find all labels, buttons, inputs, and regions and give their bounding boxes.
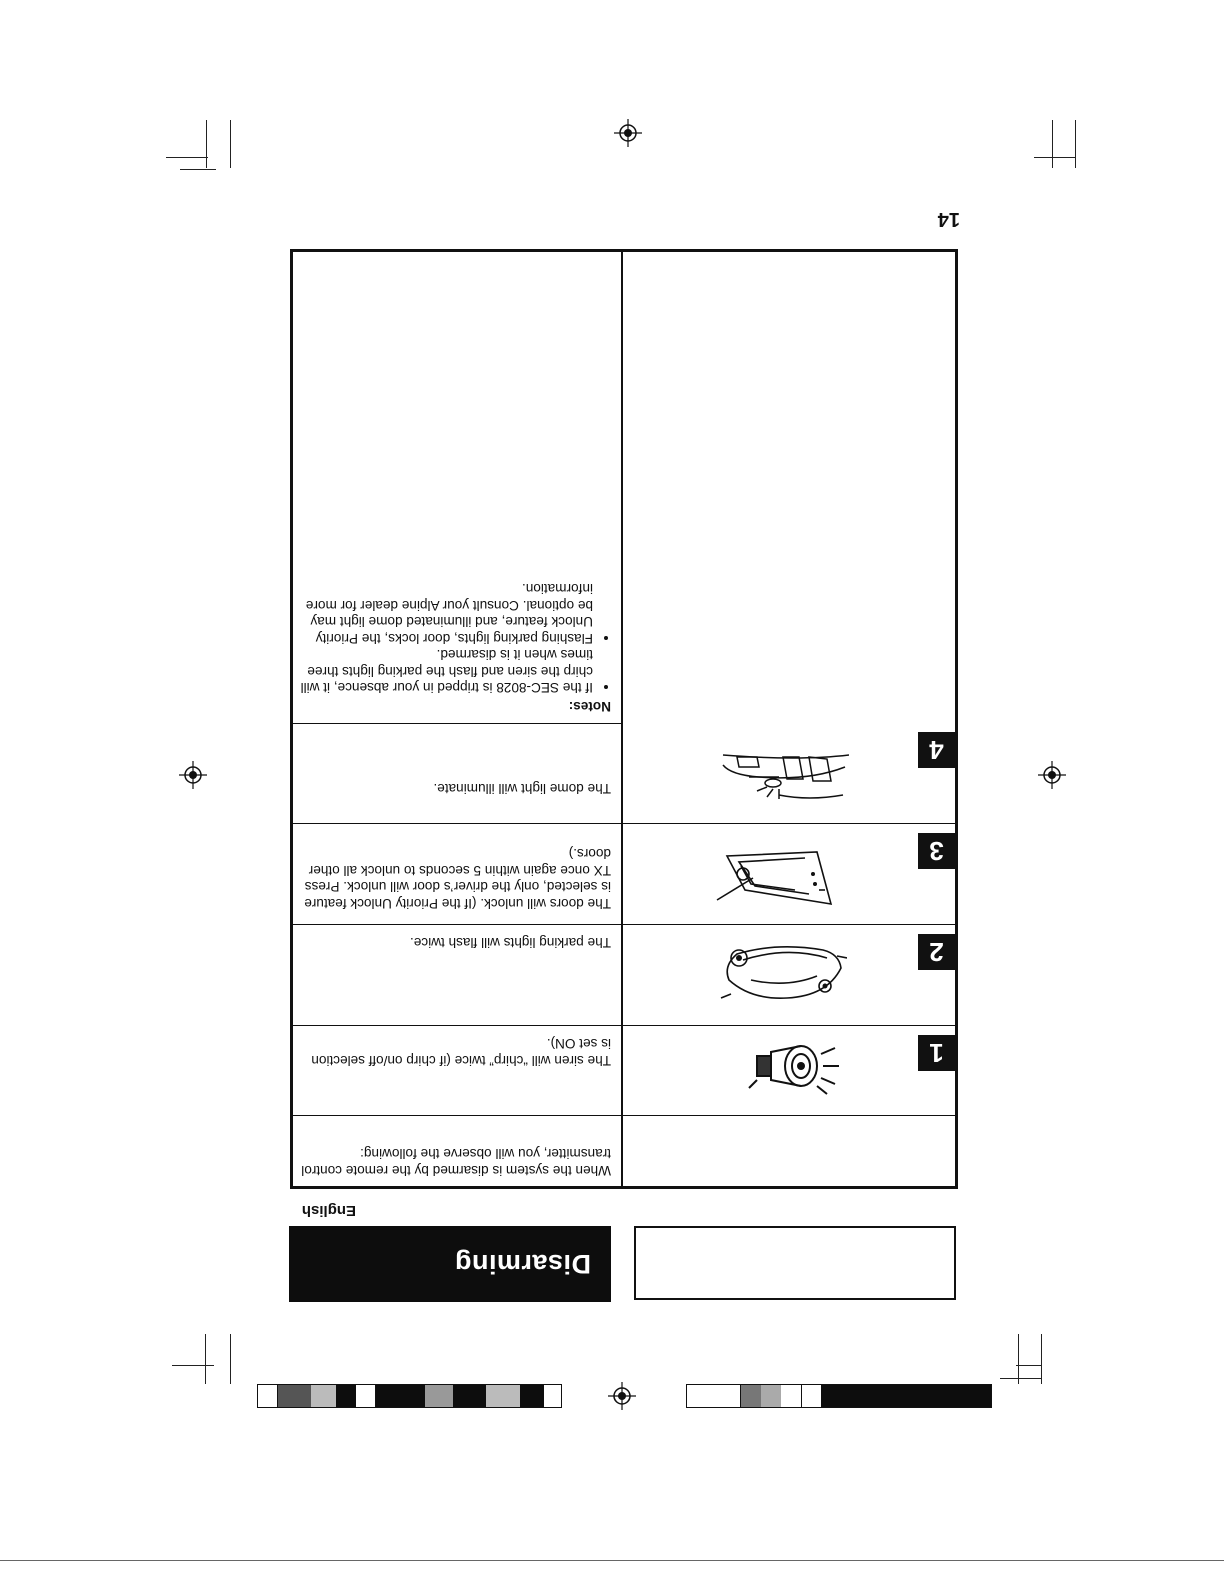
siren-icon [745,1030,841,1102]
step-4-text: The dome light will illuminate. [433,781,611,796]
step-3-badge: 3 [918,833,955,869]
gray-bar [686,1384,992,1408]
page-number: 14 [937,208,960,230]
crop-mark [172,1365,214,1366]
page-title-text: Disarming [454,1249,591,1280]
registration-target-icon [179,761,207,789]
step-2-badge: 2 [918,934,955,970]
registration-target-icon [608,1382,636,1410]
step-4-badge: 4 [918,732,955,768]
notes-list [299,580,611,696]
note-item: • If the SEC-8028 is tripped in your absence, it will chirp the siren and flash the parking lights three times when it is disarmed. [299,646,593,696]
step-1-badge: 1 [918,1035,955,1071]
crop-mark [230,1334,231,1384]
step-3-text: The doors will unlock. (If the Priority Unlock feature is selected, only the driver’s door will unlock. Press TX once again within 5 seconds to unlock all other doors.) [304,846,611,911]
note-item: • Flashing parking lights, door locks, the Priority Unlock feature, and illuminated dome light may be optional. Consult your Alpine dealer for more information. [299,580,593,646]
crop-mark [1000,1378,1042,1379]
crop-mark [1018,1334,1019,1384]
crop-mark [1034,157,1076,158]
step-2-text: The parking lights will flash twice. [410,935,611,950]
crop-mark [206,120,207,168]
registration-target-icon [1038,761,1066,789]
crop-mark [1016,1365,1042,1366]
gray-bar [257,1384,562,1408]
row-divider [293,924,955,925]
notes-title: Notes: [568,699,611,714]
row-divider [293,1115,955,1116]
car-lights-icon [719,936,847,1016]
crop-mark [166,157,208,158]
row-divider [293,823,955,824]
row-divider [293,723,623,724]
car-door-icon [715,836,835,914]
page-title [289,1226,611,1302]
notes-section [299,580,611,714]
crop-mark [1075,120,1076,168]
intro-text: When the system is disarmed by the remote control transmitter, you will observe the following: [301,1146,611,1178]
step-1-text: The siren will “chirp” twice (if chirp on/off selection is set ON). [311,1036,611,1068]
crop-mark [205,1334,206,1384]
crop-mark [230,120,231,168]
crop-mark [1052,120,1053,168]
scan-edge-line [0,1560,1224,1561]
registration-target-icon [614,119,642,147]
row-divider [293,1025,955,1026]
crop-mark [1041,1334,1042,1384]
column-divider [621,252,623,1186]
disarming-table [290,249,958,1189]
header-empty-box [634,1226,956,1300]
crop-mark [180,169,216,170]
dome-light-icon [719,731,849,811]
language-label: English [301,1202,356,1219]
